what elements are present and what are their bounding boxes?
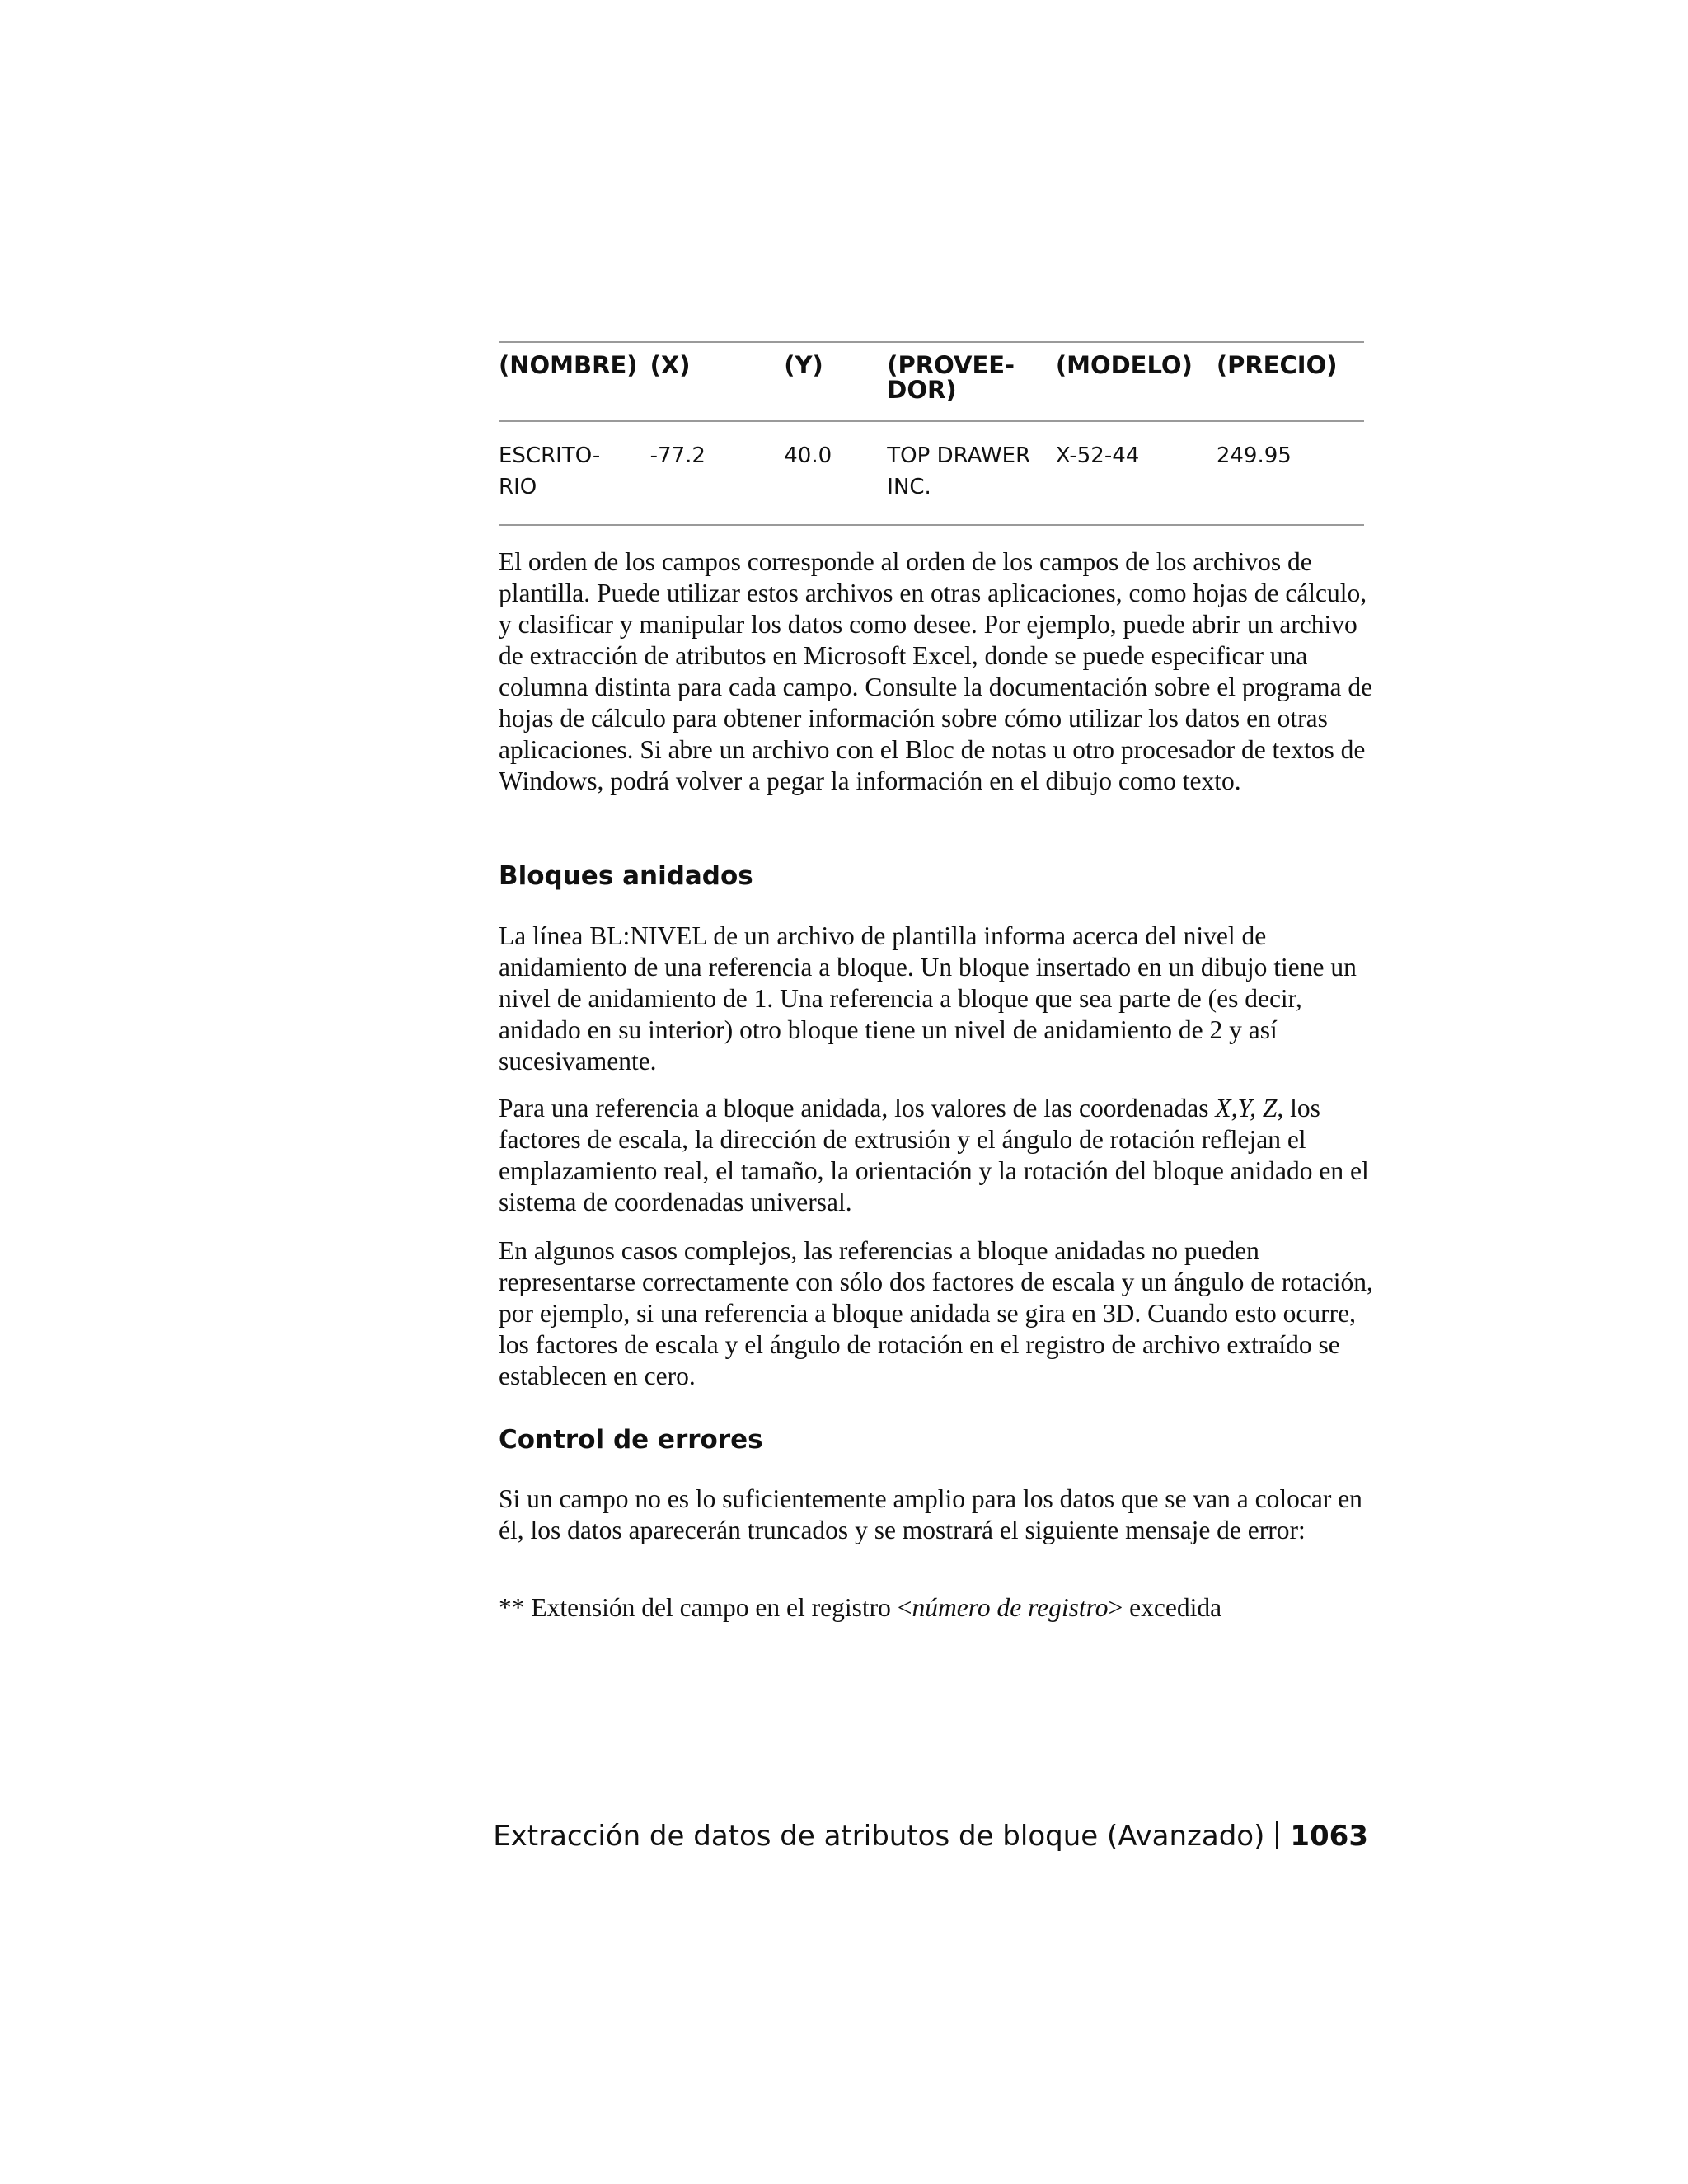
cell-modelo: X-52-44 [1055, 443, 1140, 468]
page-footer [493, 1818, 1368, 1854]
cell-precio: 249.95 [1216, 443, 1292, 468]
header-proveedor: (PROVEE- DOR) [887, 351, 1015, 404]
paragraph-field-order: El orden de los campos corresponde al orden de los campos de los archivos de plantilla. Puede utilizar estos archivos en otras aplicaciones, como hojas de cálculo, y clasificar y manipular los datos como desee. Por ejemplo, puede abrir un archivo de extracción de atributos en Microsoft Excel, donde se puede especificar una columna distinta para cada campo. Consulte la documentación sobre el programa de hojas de cálculo para obtener información sobre cómo utilizar los datos en otras aplicaciones. Si abre un archivo con el Bloc de notas u otro procesador de textos de Windows, podrá volver a pegar la información en el dibujo como texto. [499, 547, 1373, 795]
p3-text-after: , los factores de escala, la dirección de extrusión y el ángulo de rotación reflejan el emplazamiento real, el tamaño, la orientación y la rotación del bloque anidado en el sistema de coordenadas universal. [499, 1094, 1369, 1216]
paragraph-nested-coordinates [499, 1093, 1381, 1218]
paragraph-complex-cases: En algunos casos complejos, las referencias a bloque anidadas no pueden representarse correctamente con sólo dos factores de escala y un ángulo de rotación, por ejemplo, si una referencia a bloque anidada se gira en 3D. Cuando esto ocurre, los factores de escala y el ángulo de rotación en el registro de archivo extraído se establecen en cero. [499, 1236, 1373, 1390]
section-heading-control-errores: Control de errores [499, 1425, 763, 1455]
paragraph-field-width: Si un campo no es lo suficientemente amplio para los datos que se van a colocar en él, los datos aparecerán truncados y se mostrará el siguiente mensaje de error: [499, 1484, 1362, 1544]
section-heading-bloques-anidados: Bloques anidados [499, 861, 753, 891]
header-x: (X) [649, 351, 691, 379]
paragraph-nesting-level: La línea BL:NIVEL de un archivo de plantilla informa acerca del nivel de anidamiento de una referencia a bloque. Un bloque insertado en un dibujo tiene un nivel de anidamiento de 1. Una referencia a bloque que sea parte de (es decir, anidado en su interior) otro bloque tiene un nivel de anidamiento de 2 y así sucesivamente. [499, 921, 1357, 1076]
error-text-after: > excedida [1108, 1593, 1222, 1622]
error-text-before: ** Extensión del campo en el registro < [499, 1593, 912, 1622]
header-nombre: (NOMBRE) [499, 351, 638, 379]
cell-proveedor: TOP DRAWER INC. [887, 443, 1031, 499]
table-header-row [499, 342, 1364, 421]
header-modelo: (MODELO) [1055, 351, 1193, 379]
header-precio: (PRECIO) [1216, 351, 1338, 379]
p3-text-before: Para una referencia a bloque anidada, los valores de las coordenadas [499, 1094, 1216, 1122]
coordinates-label: X,Y, Z [1215, 1094, 1278, 1122]
record-number-placeholder: número de registro [912, 1593, 1109, 1622]
table-row [499, 421, 1364, 525]
cell-y: 40.0 [784, 443, 832, 468]
footer-separator [1276, 1821, 1278, 1849]
cell-x: -77.2 [649, 443, 706, 468]
cell-nombre: ESCRITO- RIO [499, 443, 601, 499]
header-y: (Y) [784, 351, 823, 379]
footer-chapter-title: Extracción de datos de atributos de bloque (Avanzado) [493, 1820, 1265, 1853]
page-number: 1063 [1290, 1820, 1368, 1853]
attribute-table [499, 341, 1364, 526]
error-message-example [499, 1592, 1381, 1624]
